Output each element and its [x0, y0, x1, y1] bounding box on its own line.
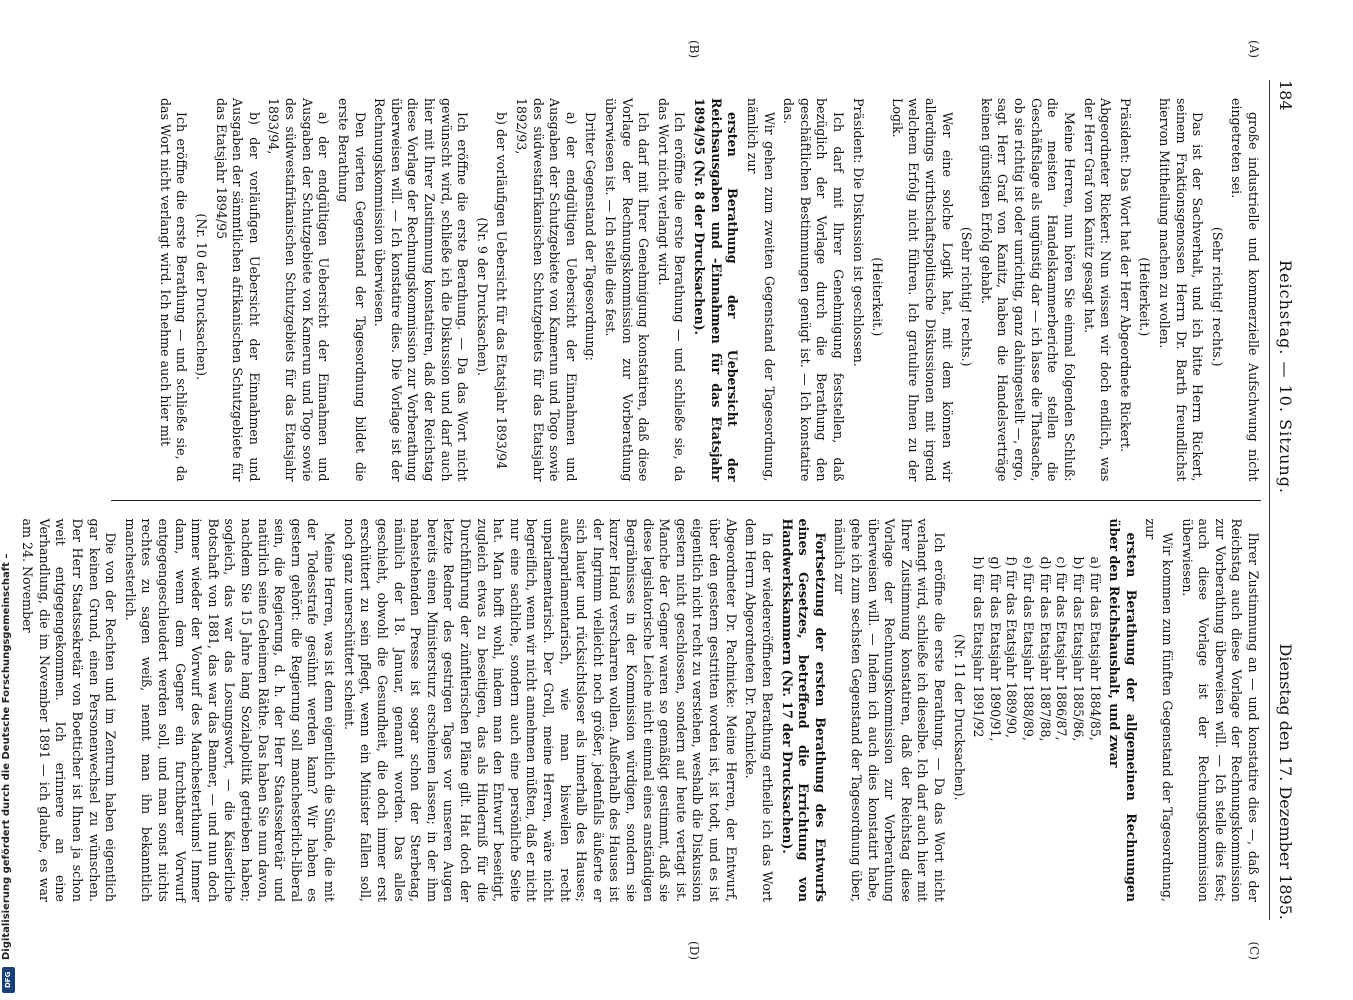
dfg-logo-icon: DFG	[2, 967, 15, 993]
paragraph: Fortsetzung der ersten Berathung des Entwurfs eines Gesetzes, betreffend die Errichtung von Handwerkskammern (Nr. 17 der Drucksachen).	[779, 518, 828, 902]
session-date: Dienstag den 17. Dezember 1895.	[1276, 643, 1295, 920]
paragraph: Ihrer Zustimmung an — und konstatire dies —, daß der Reichstag auch diese Vorlage der Rechnungskommission zur Vorberathung überweisen will. — Ich stelle dies fest; auch diese Vorlage ist der Rechnungskommission überwiesen.	[1179, 518, 1261, 902]
paragraph: ersten Berathung der allgemeinen Rechnungen über den Reichshaushalt, und zwar	[1107, 518, 1139, 902]
margin-marker-c: (C)	[1247, 941, 1261, 960]
paragraph: b) der vorläufigen Uebersicht für das Etatsjahr 1893/94	[494, 112, 510, 470]
list-item: f) für das Etatsjahr 1889/90,	[1004, 556, 1020, 739]
paragraph: (Heiterkeit.)	[1137, 257, 1153, 337]
list-item: b) für das Etatsjahr 1885/86,	[1070, 556, 1086, 742]
paragraph: b) der vorläufigen Uebersicht der Einnahmen und Ausgaben der sämmtlichen afrikanischen Schutzgebiete für das Etatsjahr 1894/95	[213, 98, 262, 482]
paragraph: Den vierten Gegenstand der Tagesordnung bildet die erste Berathung	[335, 98, 368, 482]
list-item: d) für das Etatsjahr 1887/88,	[1037, 556, 1053, 742]
paragraph: (Nr. 9 der Drucksachen).	[474, 217, 490, 377]
paragraph: Wer eine solche Logik hat, mit dem können wir allerdings wirthschaftspolitische Diskussionen mit irgend welchem Erfolg nicht führen. Ich gratulire Ihnen zu der Logik.	[889, 98, 955, 482]
margin-marker-b: (B)	[687, 40, 701, 59]
paragraph: ersten Berathung der Uebersicht der Reichsausgaben und -Einnahmen für das Etatsjahr 1894/95 (Nr. 8 der Drucksachen).	[692, 98, 741, 482]
list-item: g) für das Etatsjahr 1890/91,	[987, 556, 1003, 742]
page-number: 184	[1276, 80, 1295, 111]
paragraph: Wir gehen zum zweiten Gegenstand der Tagesordnung, nämlich zur	[744, 98, 777, 482]
paragraph: Meine Herren, was ist denn eigentlich die Sünde, die mit der Todesstrafe gesühnt werden kann? Wir haben es gestern gehört: die Regierung soll manchesterlich-liberal sein, die Regierung, d. h. der Herr Staatssekretär und natürlich seine Geheimen Räthe. Das haben Sie nun davon, nachdem Sie 15 Jahre lang Sozialpolitik getrieben haben; sogleich, das war das Losungswort, — die Kaiserliche Botschaft von 1881, das war das Banner, — und nun doch immer wieder der Vorwurf des Manchesterthums! Immer dann, wenn dem Gegner ein furchtbarer Vorwurf entgegengeschleudert werden soll, und man sonst nichts rechtes zu sagen weiß, nennt man ihn bekanntlich manchesterlich.	[122, 518, 338, 902]
paragraph: Meine Herren, nun hören Sie einmal folgenden Schluß: die meisten Handelskammerberichte stellen die Geschäftslage als ungünstig dar — ich lasse die Thatsache, ob sie richtig ist oder unrichtig, ganz dahingestellt —, ergo, sagt Herr Graf von Kanitz, haben die Handelsverträge keinen günstigen Erfolg gehabt.	[978, 98, 1077, 482]
margin-marker-a: (A)	[1247, 40, 1261, 59]
margin-marker-d: (D)	[687, 941, 701, 960]
paragraph: (Sehr richtig! rechts.)	[1209, 226, 1225, 367]
paragraph: (Nr. 10 der Drucksachen).	[194, 213, 210, 381]
credit-strip	[0, 0, 18, 1000]
right-column	[20, 500, 1261, 960]
page-header	[1269, 80, 1295, 920]
paragraph: Präsident: Die Diskussion ist geschlossen.	[850, 98, 866, 367]
paragraph: Ich darf mit Ihrer Genehmigung feststellen, daß bezüglich der Vorlage durch die Berathung den geschäftlichen Bestimmungen genügt ist. — Ich konstatire das.	[781, 98, 846, 482]
paragraph: Ich eröffne die erste Berathung. — Da das Wort nicht gewünscht wird, schließe ich die Diskussion und darf auch hier mit Ihrer Zustimmung konstatiren, daß der Reichstag diese Vorlage der Rechnungskommission zur Vorberathung überweisen will. — Ich konstatire dies. Die Vorlage ist der Rechnungskommission überwiesen.	[372, 98, 471, 482]
paragraph: (Nr. 11 der Drucksachen).	[951, 633, 967, 801]
paragraph: Dritter Gegenstand der Tagesordnung:	[583, 112, 599, 361]
list-item: e) für das Etatsjahr 1888/89,	[1021, 556, 1037, 741]
paragraph: Die von der Rechten und im Zentrum haben eigentlich gar keinen Grund, einen Personenwechsel zu wünschen. Der Herr Staatssekretär von Boetticher ist Ihnen ja schon weit entgegengekommen. Ich erinnere an eine Verhandlung, die im November 1891 — ich glaube, es war am 24. November	[20, 518, 119, 902]
paragraph: Ich eröffne die erste Berathung. — Da das Wort nicht verlangt wird, schließe ich dieselbe. Ich darf auch hier mit Ihrer Zustimmung konstatiren, daß der Reichstag diese Vorlage der Rechnungskommission zur Vorberathung überweisen will. — Indem ich auch dies konstatirt habe, gehe ich zum sechsten Gegenstand der Tagesordnung über, nämlich zur	[832, 518, 948, 902]
paragraph: Wir kommen zum fünften Gegenstand der Tagesordnung, zur	[1143, 518, 1175, 902]
paragraph: Präsident: Das Wort hat der Herr Abgeordnete Rickert.	[1117, 98, 1133, 453]
document-page	[20, 0, 1353, 1000]
paragraph: (Sehr richtig! rechts.)	[959, 226, 975, 367]
paragraph: Ich darf mit Ihrer Genehmigung konstatiren, daß diese Vorlage der Rechnungskommission zur Vorberathung überwiesen ist. — Ich stelle dies fest.	[603, 98, 652, 482]
paragraph: a) der endgültigen Uebersicht der Einnahmen und Ausgaben der Schutzgebiete von Kamerun und Togo sowie des südwestafrikanischen Schutzgebiets für das Etatsjahr 1892/93,	[514, 98, 579, 482]
list-item: c) für das Etatsjahr 1886/87,	[1054, 556, 1070, 741]
paragraph: Ich eröffne die erste Berathung — und schließe sie, da das Wort nicht verlangt wird. Ich nehme auch hier mit	[157, 98, 190, 482]
running-title: Reichstag. — 10. Sitzung.	[1276, 260, 1295, 495]
paragraph: Abgeordneter Dr. Pachnicke: Meine Herren, der Entwurf, über den gestern gestritten worden ist, ist todt, und es ist eigentlich nicht recht zu verstehen, weshalb die Diskussion gestern nicht geschlossen, sondern auf heute vertagt ist. Manche der Gegner waren so gemäßigt gestimmt, daß sie diese legislatorische Leiche nicht einmal eines anständigen Begräbnisses in der Kommission würdigen, sondern sie kurzer Hand verscharren wollen. Außerhalb des Hauses ist der Ingrimm vielleicht noch größer, jedenfalls äußerte er sich lauter und rücksichtsloser als innerhalb des Hauses; außerparlamentarisch, wie man bisweilen recht unparlamentarisch. Der Groll, meine Herren, wäre nicht begreiflich, wenn wir nicht annehmen müßten, daß er nicht nur eine sachliche, sondern auch eine persönliche Seite hat. Man hofft wohl, indem man den Entwurf beseitigt, zugleich etwas zu beseitigen, das als Hinderniß für die Durchführung der zünftlerischen Pläne gilt. Hat doch der letzte Redner des gestrigen Tages vor unseren Augen bereits einen Ministersturz erscheinen lassen; in der ihm nahestehenden Presse ist sogar schon der Sterbetag, nämlich der 18. Januar, genannt worden. Das alles geschieht, obwohl die Gesundheit, die doch immer erst erschüttert zu sein pflegt, wenn ein Minister fallen soll, noch ganz unerschüttert scheint.	[341, 518, 739, 902]
left-column	[111, 40, 1261, 500]
fiscal-year-list	[970, 519, 1103, 903]
paragraph: Ich eröffne die erste Berathung — und schließe sie, da das Wort nicht verlangt wird.	[655, 98, 688, 482]
text-columns	[20, 40, 1261, 960]
paragraph: (Heiterkeit.)	[870, 257, 886, 337]
list-item: h) für das Etatsjahr 1891/92	[971, 556, 987, 738]
dfg-credit-text: Digitalisierung gefördert durch die Deutsche Forschungsgemeinschaft –	[1, 553, 12, 960]
paragraph: Das ist der Sachverhalt, und ich bitte Herrn Rickert, seinem Fraktionsgenossen Herrn Dr. Barth freundlichst hiervon Mittheilung machen zu wollen.	[1156, 98, 1206, 482]
paragraph: große industrielle und kommerzielle Aufschwung nicht eingetreten sei.	[1229, 98, 1261, 482]
paragraph: In der wiedereröffneten Berathung ertheile ich das Wort dem Herrn Abgeordneten Dr. Pachnicke.	[743, 518, 775, 902]
paragraph: Abgeordneter Rickert: Nun wissen wir doch endlich, was der Herr Graf von Kanitz gesagt hat.	[1081, 98, 1114, 482]
list-item: a) für das Etatsjahr 1884/85,	[1087, 556, 1103, 741]
paragraph: a) der endgültigen Uebersicht der Einnahmen und Ausgaben der Schutzgebiete von Kamerun und Togo sowie des südwestafrikanischen Schutzgebiets für das Etatsjahr 1893/94,	[266, 98, 332, 482]
